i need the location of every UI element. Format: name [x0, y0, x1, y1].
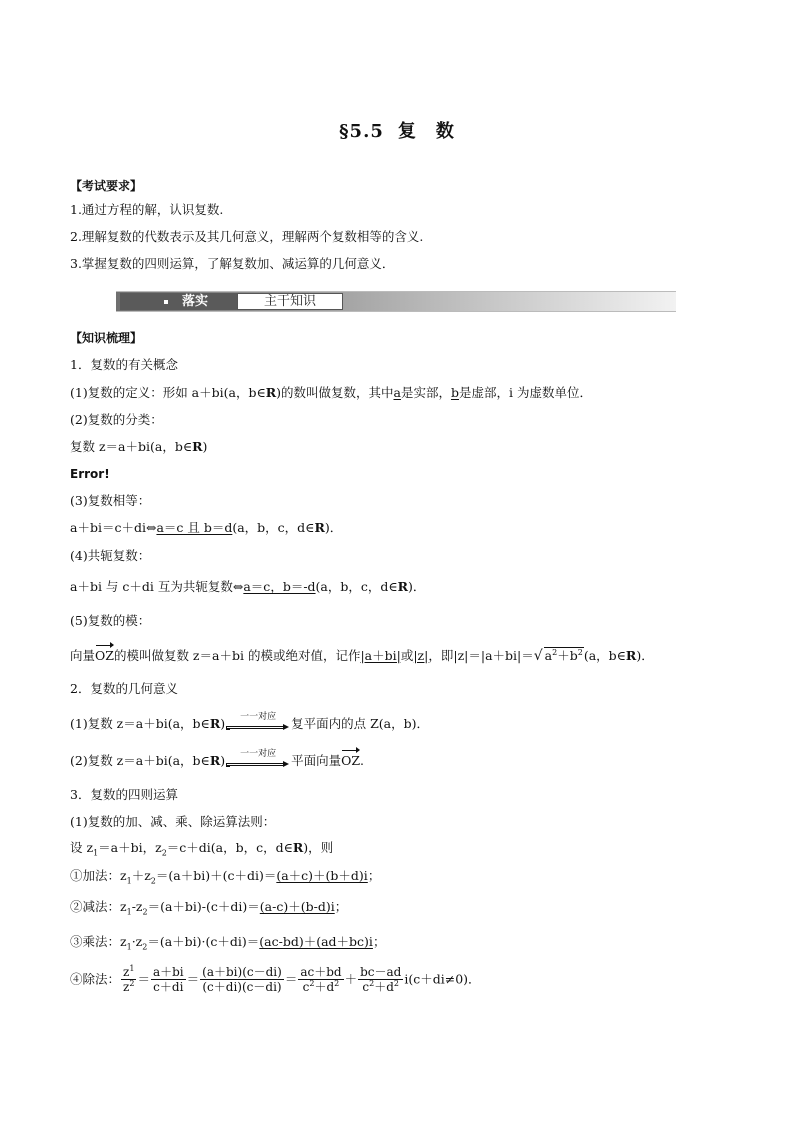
bullet-icon: [164, 300, 168, 304]
division-line: ④除法： $\frac{z^1}{z^2}$ ＝ $\frac{a+bi}{c+di}$ ＝ $\frac{(a+bi)(c-di)}{(c+di)(c-di)}$ ＝ $\frac{ac+bd}{c^2+d^2}$ ＋ $\frac{bc-ad}{c^2+d^2}$ i(c＋di≠0)．: [70, 964, 481, 994]
complex-definition: (1)复数的定义：形如 a＋bi(a，b∈R)的数叫做复数，其中a是实部，b是虚部，i 为虚数单位．: [70, 385, 592, 400]
subtraction-answer: (a-c)＋(b-d)i: [259, 899, 335, 914]
band-dark-label: 落实: [182, 294, 209, 309]
modulus-line: 向量OZ的模叫做复数 z＝a＋bi 的模或绝对值，记作|a＋bi|或|z|，即|z|＝|a＋bi|＝√ $a^2+b^2(a$，b∈R)．: [70, 647, 654, 664]
section-number: §5.5: [339, 121, 384, 142]
exam-requirement-1: 1.通过方程的解，认识复数.: [70, 202, 224, 217]
section-band: [116, 291, 676, 312]
equality-line: a＋bi＝c＋di⇔a＝c 且 b＝d(a，b，c，d∈R)．: [70, 520, 343, 535]
s2-heading: 2．复数的几何意义: [70, 681, 178, 696]
section-name: 复 数: [397, 121, 455, 142]
modulus-answer-2: |z|: [413, 648, 429, 663]
multiplication-answer: (ac-bd)＋(ad＋bc)i: [259, 934, 373, 949]
classification-heading: (2)复数的分类：: [70, 412, 163, 427]
addition-answer: (a＋c)＋(b＋d)i: [276, 868, 368, 883]
conjugate-heading: (4)共轭复数：: [70, 548, 151, 563]
exam-requirements-header: 【考试要求】: [70, 179, 143, 193]
s1-heading: 1．复数的有关概念: [70, 357, 178, 372]
vector-oz: OZ: [95, 648, 114, 663]
knowledge-header: 【知识梳理】: [70, 331, 143, 345]
geometry-point: (1)复数 z＝a＋bi(a，b∈R) 一一对应 复平面内的点 Z(a，b)．: [70, 711, 429, 731]
correspondence-arrow-icon: 一一对应: [227, 718, 289, 732]
equality-answer: a＝c 且 b＝d: [156, 520, 233, 535]
rules-heading: (1)复数的加、减、乘、除运算法则：: [70, 814, 276, 829]
multiplication-line: ③乘法：$z_1\cdot z_2=(a+bi)\cdot(c+di)=(ac-bd)+(ad+bc)i$；: [70, 934, 386, 952]
page-title: [0, 117, 794, 143]
imag-part-answer: b: [450, 385, 459, 400]
fraction-z1-z2: $\frac{z^1}{z^2}$: [123, 964, 135, 994]
s3-heading: 3．复数的四则运算: [70, 787, 178, 802]
fraction-quotient: $\frac{a+bi}{c+di}$: [152, 965, 184, 994]
subtraction-line: ②减法：$z_1-z_2=(a+bi)-(c+di)=(a-c)+(b-d)i$；: [70, 899, 348, 917]
geometry-vector: (2)复数 z＝a＋bi(a，b∈R) 一一对应 平面向量OZ.: [70, 748, 365, 768]
correspondence-arrow-icon: 一一对应: [227, 755, 289, 769]
modulus-answer-1: |a＋bi|: [360, 648, 401, 663]
real-part-answer: a: [393, 385, 401, 400]
fraction-real-part: $\frac{ac+bd}{c^2+d^2}$: [300, 965, 342, 994]
band-light-label: 主干知识: [237, 293, 343, 310]
modulus-heading: (5)复数的模：: [70, 613, 151, 628]
fraction-imag-part: $\frac{bc-ad}{c^2+d^2}$: [360, 965, 402, 994]
classification-line: 复数 z＝a＋bi(a，b∈R): [70, 439, 208, 454]
addition-line: ①加法：$z_1+z_2=(a+bi)+(c+di)=(a+c)+(b+d)i$；: [70, 868, 381, 886]
sqrt-radicand: $a^2+b^2$: [544, 647, 583, 663]
exam-requirement-2: 2.理解复数的代数表示及其几何意义，理解两个复数相等的含义.: [70, 229, 424, 244]
fraction-expanded: $\frac{(a+bi)(c-di)}{(c+di)(c-di)}$: [202, 965, 282, 994]
band-dark-box: [120, 293, 238, 310]
setup-line: 设 $z_1=a+bi$，$z_2=c+di(a$，b，c，d∈R)，则: [70, 840, 334, 858]
error-text: Error!: [70, 467, 110, 481]
conjugate-line: a＋bi 与 c＋di 互为共轭复数⇔a＝c，b＝-d(a，b，c，d∈R)．: [70, 579, 426, 594]
equality-heading: (3)复数相等：: [70, 493, 151, 508]
vector-oz: OZ: [341, 753, 361, 768]
sqrt-icon: √: [533, 648, 543, 664]
exam-requirement-3: 3.掌握复数的四则运算，了解复数加、减运算的几何意义．: [70, 256, 395, 271]
conjugate-answer: a＝c，b＝-d: [243, 579, 316, 594]
